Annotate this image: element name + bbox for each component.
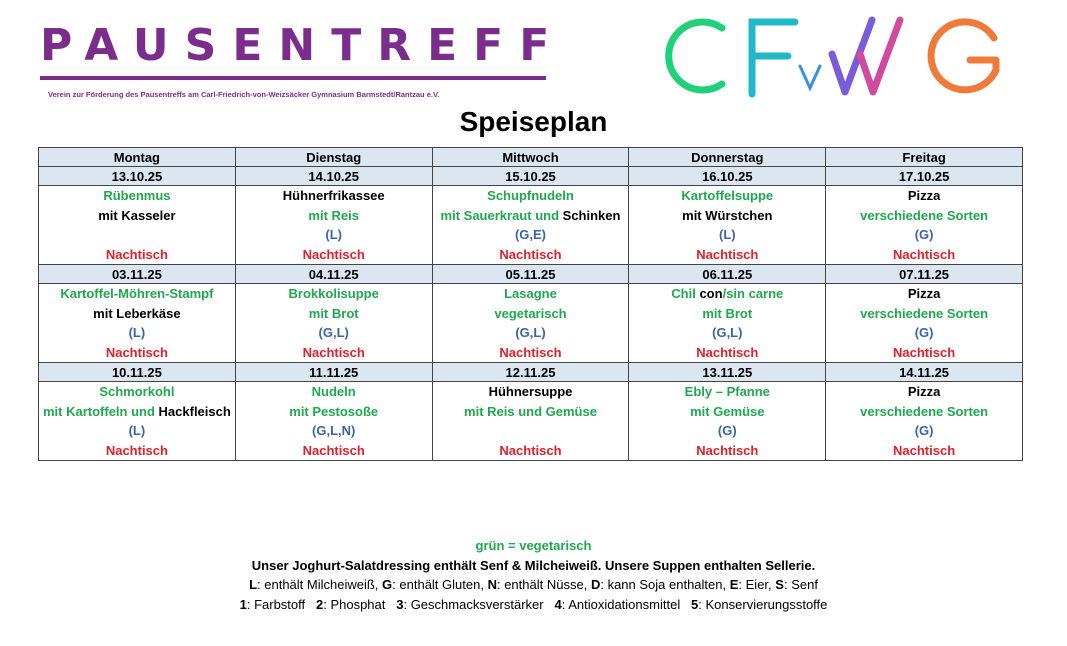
menu-cell [629, 421, 826, 441]
legend [0, 536, 1067, 614]
menu-text: Hackfleisch [158, 403, 231, 419]
menu-cell [235, 186, 432, 206]
menu-text: mit Reis und Gemüse [464, 403, 597, 419]
legend-value: enthält Gluten [399, 577, 481, 592]
menu-cell [235, 382, 432, 402]
additive-legend: 1: Farbstoff 2: Phosphat 3: Geschmacksverstärker 4: Antioxidationsmittel 5: Konservierungsstoffe [239, 596, 828, 612]
legend-value: Phosphat [330, 596, 386, 612]
menu-cell [826, 441, 1023, 461]
menu-text: Kartoffelsuppe [681, 188, 774, 204]
menu-cell [39, 343, 236, 363]
menu-cell [432, 402, 629, 422]
legend-key: E [729, 577, 739, 592]
menu-text: (G) [717, 423, 737, 439]
menu-cell [629, 441, 826, 461]
legend-value: Farbstoff [254, 596, 306, 612]
menu-text: mit Kasseler [98, 207, 176, 223]
menu-cell [39, 304, 236, 324]
menu-text: (L) [128, 325, 146, 341]
menu-text: /sin carne [722, 286, 784, 302]
day-header: Freitag [826, 148, 1023, 167]
vegetarian-note: grün = vegetarisch [475, 538, 592, 553]
legend-key: 4 [554, 596, 562, 612]
menu-text: Nachtisch [105, 442, 168, 458]
menu-text: Nachtisch [499, 344, 562, 360]
menu-text: verschiedene Sorten [860, 305, 989, 321]
menu-cell [826, 304, 1023, 324]
menu-cell [432, 186, 629, 206]
brand-underline [40, 76, 546, 80]
menu-cell [629, 343, 826, 363]
day-header: Montag [39, 148, 236, 167]
menu-text: Rübenmus [103, 188, 171, 204]
menu-cell [826, 421, 1023, 441]
day-header: Donnerstag [629, 148, 826, 167]
brand-title: PAUSENTREFF [40, 20, 566, 71]
menu-cell [826, 402, 1023, 422]
menu-text: Nachtisch [105, 344, 168, 360]
menu-text: (G,L) [515, 325, 546, 341]
date-cell: 07.11.25 [826, 265, 1023, 284]
menu-text: mit Brot [702, 305, 753, 321]
menu-line-row [39, 186, 1023, 206]
allergen-legend: L: enthält Milcheiweiß, G: enthält Gluten, N: enthält Nüsse, D: kann Soja enthalten, E: Eier, S: Senf [249, 577, 818, 592]
legend-value: enthält Nüsse [504, 577, 584, 592]
brand-block [40, 20, 566, 99]
menu-text: Nudeln [311, 384, 356, 400]
menu-line-row [39, 284, 1023, 304]
brand-subtitle: Verein zur Förderung des Pausentreffs am Carl-Friedrich-von-Weizsäcker Gymnasium Barmstedt/Rantzau e.V. [48, 90, 440, 99]
menu-cell [432, 441, 629, 461]
page-title: Speiseplan [459, 106, 608, 137]
date-cell: 13.10.25 [39, 167, 236, 186]
menu-line-row [39, 304, 1023, 324]
menu-line-row [39, 343, 1023, 363]
day-header: Dienstag [235, 148, 432, 167]
menu-text: (L) [718, 227, 736, 243]
school-logo [660, 14, 1005, 104]
menu-line-row [39, 323, 1023, 343]
menu-text: Kartoffel-Möhren-Stampf [60, 286, 214, 302]
menu-cell [235, 421, 432, 441]
menu-text: Schupfnudeln [487, 188, 574, 204]
legend-key: 1 [239, 596, 247, 612]
legend-value: kann Soja enthalten [607, 577, 723, 592]
legend-key: S [775, 577, 784, 592]
date-cell: 14.11.25 [826, 363, 1023, 382]
menu-text: mit Reis [308, 207, 359, 223]
date-row [39, 167, 1023, 186]
menu-cell [235, 225, 432, 245]
legend-key: 5 [691, 596, 699, 612]
date-cell: 11.11.25 [235, 363, 432, 382]
menu-text: (L) [128, 423, 146, 439]
menu-cell [826, 186, 1023, 206]
menu-cell [432, 421, 629, 441]
legend-value: Geschmacksverstärker [410, 596, 544, 612]
dressing-note: Unser Joghurt-Salatdressing enthält Senf & Milcheiweiß. Unsere Suppen enthalten Sellerie. [251, 557, 816, 573]
menu-text: (G,E) [514, 227, 547, 243]
menu-text: Schinken [562, 207, 621, 223]
menu-body [39, 167, 1023, 461]
menu-text: Brokkolisuppe [288, 286, 379, 302]
menu-cell [39, 382, 236, 402]
menu-cell [432, 343, 629, 363]
menu-table [38, 147, 1023, 461]
date-cell: 17.10.25 [826, 167, 1023, 186]
menu-cell [629, 284, 826, 304]
menu-cell [39, 206, 236, 226]
date-cell: 05.11.25 [432, 265, 629, 284]
menu-cell [39, 421, 236, 441]
menu-text: (G) [914, 325, 934, 341]
menu-text: Nachtisch [893, 344, 956, 360]
menu-text: (G,L) [712, 325, 743, 341]
menu-cell [432, 382, 629, 402]
legend-key: L [249, 577, 258, 592]
menu-cell [235, 402, 432, 422]
menu-cell [826, 284, 1023, 304]
menu-cell [826, 225, 1023, 245]
menu-cell [432, 323, 629, 343]
menu-cell [235, 343, 432, 363]
legend-key: 2 [315, 596, 324, 612]
menu-text: mit Brot [308, 305, 359, 321]
legend-value: enthält Milcheiweiß [264, 577, 375, 592]
menu-text: Chil [671, 286, 700, 302]
date-row [39, 363, 1023, 382]
menu-cell [235, 304, 432, 324]
menu-cell [39, 323, 236, 343]
menu-cell [432, 284, 629, 304]
menu-text: mit Sauerkraut und [440, 207, 563, 223]
menu-cell [39, 284, 236, 304]
date-cell: 06.11.25 [629, 265, 826, 284]
legend-value: Antioxidationsmittel [568, 596, 681, 612]
date-cell: 16.10.25 [629, 167, 826, 186]
menu-cell [39, 245, 236, 265]
menu-text: Nachtisch [499, 246, 562, 262]
menu-cell [629, 245, 826, 265]
menu-text: verschiedene Sorten [860, 207, 989, 223]
menu-text: mit Gemüse [690, 403, 765, 419]
menu-cell [629, 304, 826, 324]
menu-cell [432, 245, 629, 265]
menu-cell [629, 402, 826, 422]
menu-text: (L) [325, 227, 342, 243]
menu-text: Hühnerfrikassee [282, 188, 385, 204]
menu-text: Nachtisch [696, 344, 759, 360]
menu-text: Hühnersuppe [488, 384, 573, 400]
menu-cell [432, 304, 629, 324]
menu-text: Nachtisch [302, 442, 365, 458]
menu-text: (G) [914, 227, 934, 243]
menu-text: verschiedene Sorten [860, 403, 989, 419]
menu-text: Nachtisch [105, 246, 168, 262]
menu-line-row [39, 225, 1023, 245]
menu-text: Schmorkohl [99, 384, 175, 400]
menu-cell [432, 206, 629, 226]
menu-cell [235, 284, 432, 304]
date-cell: 13.11.25 [629, 363, 826, 382]
date-row [39, 265, 1023, 284]
date-cell: 10.11.25 [39, 363, 236, 382]
menu-text: vegetarisch [494, 305, 567, 321]
date-cell: 03.11.25 [39, 265, 236, 284]
legend-key: 3 [396, 596, 404, 612]
legend-value: Eier [745, 577, 769, 592]
menu-line-row [39, 441, 1023, 461]
menu-text: (G,L) [318, 325, 349, 341]
menu-line-row [39, 206, 1023, 226]
menu-text: Nachtisch [499, 442, 562, 458]
menu-cell [235, 206, 432, 226]
menu-cell [432, 225, 629, 245]
menu-text: Pizza [907, 384, 941, 400]
menu-text: Nachtisch [893, 442, 956, 458]
menu-text: Ebly – Pfanne [684, 384, 770, 400]
menu-text: (G) [914, 423, 934, 439]
date-cell: 15.10.25 [432, 167, 629, 186]
menu-text: (G,L,N) [312, 423, 356, 439]
menu-text: mit Würstchen [682, 207, 773, 223]
menu-text: Nachtisch [302, 246, 365, 262]
menu-cell [629, 186, 826, 206]
menu-text: Nachtisch [302, 344, 365, 360]
legend-key: N [487, 577, 497, 592]
date-cell: 14.10.25 [235, 167, 432, 186]
menu-cell [39, 186, 236, 206]
legend-key: G [382, 577, 393, 592]
menu-line-row [39, 382, 1023, 402]
menu-text: con [699, 286, 723, 302]
menu-text: mit Leberkäse [93, 305, 181, 321]
menu-cell [629, 206, 826, 226]
legend-key: D [590, 577, 601, 592]
menu-text: mit Kartoffeln und [42, 403, 159, 419]
menu-text: Pizza [907, 286, 941, 302]
menu-cell [235, 441, 432, 461]
menu-text: Lasagne [504, 286, 557, 302]
menu-cell [39, 441, 236, 461]
menu-cell [826, 206, 1023, 226]
legend-value: Senf [791, 577, 818, 592]
legend-value: Konservierungsstoffe [705, 596, 828, 612]
menu-line-row [39, 245, 1023, 265]
menu-text: Nachtisch [696, 442, 759, 458]
menu-cell [235, 323, 432, 343]
menu-cell [629, 323, 826, 343]
menu-line-row [39, 402, 1023, 422]
day-header: Mittwoch [432, 148, 629, 167]
menu-line-row [39, 421, 1023, 441]
menu-cell [629, 382, 826, 402]
date-cell: 04.11.25 [235, 265, 432, 284]
weekday-header-row [39, 148, 1023, 167]
menu-cell [235, 245, 432, 265]
menu-cell [826, 343, 1023, 363]
menu-cell [629, 225, 826, 245]
menu-cell [39, 225, 236, 245]
menu-cell [39, 402, 236, 422]
menu-text: Pizza [907, 188, 941, 204]
menu-text: Nachtisch [893, 246, 956, 262]
date-cell: 12.11.25 [432, 363, 629, 382]
menu-cell [826, 382, 1023, 402]
menu-text: Nachtisch [696, 246, 759, 262]
menu-cell [826, 245, 1023, 265]
menu-cell [826, 323, 1023, 343]
menu-text: mit Pestosoße [289, 403, 379, 419]
